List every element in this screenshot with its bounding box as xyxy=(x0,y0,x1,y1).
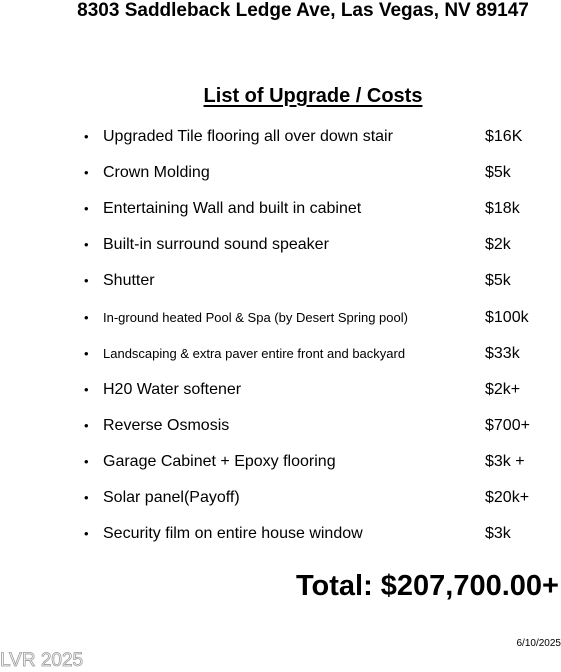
list-item xyxy=(0,269,561,293)
item-label: Security film on entire house window xyxy=(103,522,363,546)
item-label: In-ground heated Pool & Spa (by Desert Spring pool) xyxy=(103,306,408,330)
item-cost: $5k xyxy=(485,269,511,293)
list-item xyxy=(0,161,561,185)
list-item xyxy=(0,522,561,546)
item-label: Upgraded Tile flooring all over down stair xyxy=(103,125,393,149)
item-label: Built-in surround sound speaker xyxy=(103,233,329,257)
bullet-icon: • xyxy=(84,378,89,402)
item-cost: $100k xyxy=(485,306,529,330)
total-amount: Total: $207,700.00+ xyxy=(296,568,559,604)
list-item xyxy=(0,486,561,510)
list-item xyxy=(0,342,561,366)
list-title: List of Upgrade / Costs xyxy=(0,84,561,108)
bullet-icon: • xyxy=(84,450,89,474)
bullet-icon: • xyxy=(84,522,89,546)
item-cost: $16K xyxy=(485,125,522,149)
bullet-icon: • xyxy=(84,269,89,293)
item-label: Solar panel(Payoff) xyxy=(103,486,240,510)
item-cost: $20k+ xyxy=(485,486,529,510)
bullet-icon: • xyxy=(84,486,89,510)
bullet-icon: • xyxy=(84,125,89,149)
item-label: Reverse Osmosis xyxy=(103,414,229,438)
list-item xyxy=(0,378,561,402)
bullet-icon: • xyxy=(84,197,89,221)
property-address: 8303 Saddleback Ledge Ave, Las Vegas, NV 89147 xyxy=(0,0,561,22)
list-item xyxy=(0,450,561,474)
item-cost: $3k + xyxy=(485,450,525,474)
item-label: Entertaining Wall and built in cabinet xyxy=(103,197,361,221)
bullet-icon: • xyxy=(84,342,89,366)
list-item xyxy=(0,233,561,257)
list-item xyxy=(0,414,561,438)
item-cost: $2k+ xyxy=(485,378,520,402)
list-item xyxy=(0,125,561,149)
watermark: LVR 2025 xyxy=(0,650,83,672)
list-item xyxy=(0,197,561,221)
item-label: Landscaping & extra paver entire front and backyard xyxy=(103,342,405,366)
item-cost: $2k xyxy=(485,233,511,257)
item-cost: $700+ xyxy=(485,414,530,438)
item-cost: $3k xyxy=(485,522,511,546)
bullet-icon: • xyxy=(84,233,89,257)
item-cost: $33k xyxy=(485,342,520,366)
item-cost: $5k xyxy=(485,161,511,185)
item-label: Shutter xyxy=(103,269,155,293)
item-label: Garage Cabinet + Epoxy flooring xyxy=(103,450,336,474)
item-label: H20 Water softener xyxy=(103,378,241,402)
document-date: 6/10/2025 xyxy=(517,637,561,651)
item-cost: $18k xyxy=(485,197,520,221)
bullet-icon: • xyxy=(84,414,89,438)
bullet-icon: • xyxy=(84,306,89,330)
list-item xyxy=(0,306,561,330)
item-label: Crown Molding xyxy=(103,161,210,185)
bullet-icon: • xyxy=(84,161,89,185)
